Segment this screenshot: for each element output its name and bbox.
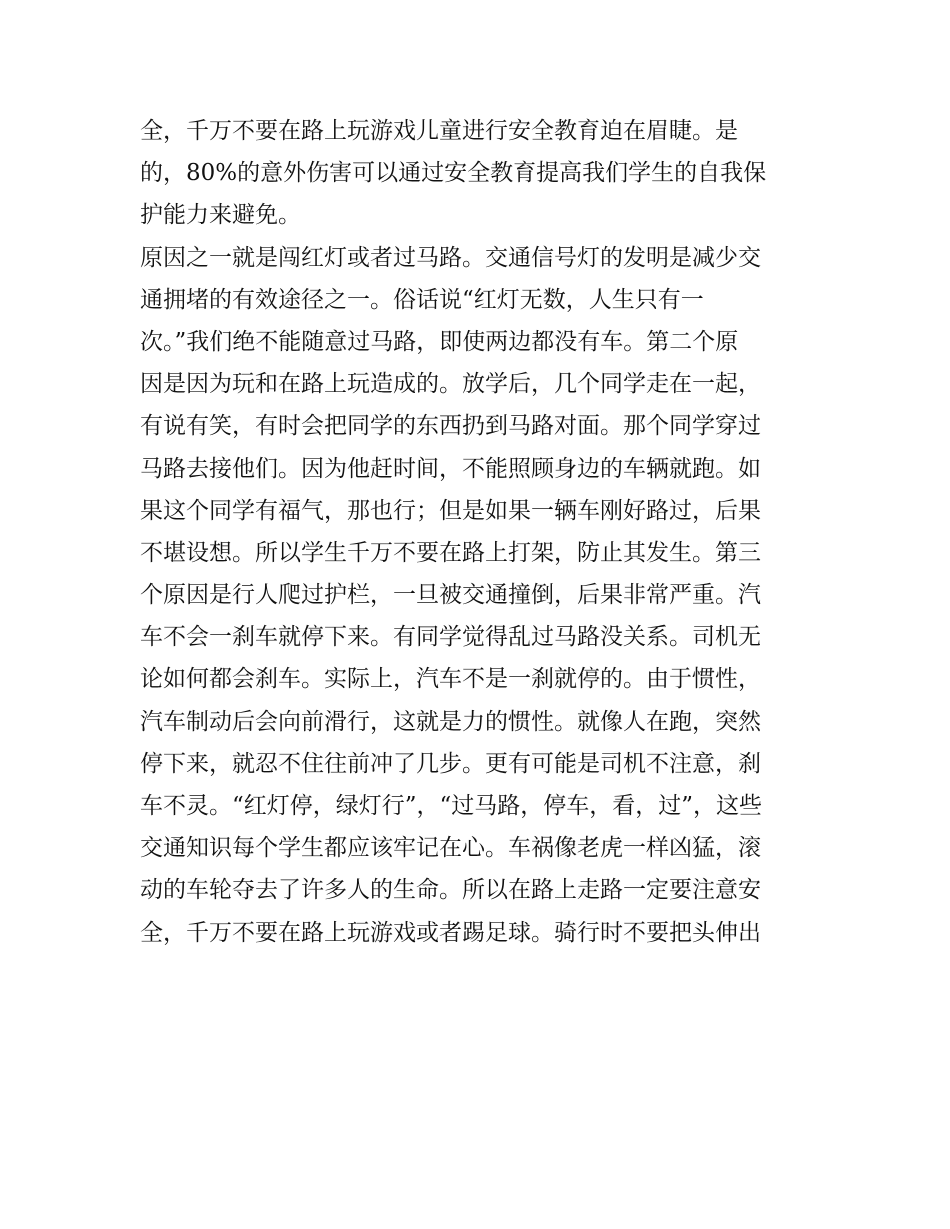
text-line: 有说有笑，有时会把同学的东西扔到马路对面。那个同学穿过 xyxy=(140,413,761,440)
text-line: 论如何都会刹车。实际上，汽车不是一刹就停的。由于惯性， xyxy=(140,666,761,693)
document-body xyxy=(140,110,820,954)
text-line: 果这个同学有福气，那也行；但是如果一辆车刚好路过，后果 xyxy=(140,497,761,524)
text-line: 原因之一就是闯红灯或者过马路。交通信号灯的发明是减少交 xyxy=(140,244,761,271)
text-line: 全，千万不要在路上玩游戏或者踢足球。骑行时不要把头伸出 xyxy=(140,919,761,946)
text-line: 因是因为玩和在路上玩造成的。放学后，几个同学走在一起， xyxy=(140,371,761,398)
text-line: 全，千万不要在路上玩游戏儿童进行安全教育迫在眉睫。是 xyxy=(140,118,738,144)
text-line: 停下来，就忍不住往前冲了几步。更有可能是司机不注意，刹 xyxy=(140,750,761,777)
text-line: 车不灵。“红灯停，绿灯行”，“过马路，停车，看，过”，这些 xyxy=(140,793,763,819)
text-line: 个原因是行人爬过护栏，一旦被交通撞倒，后果非常严重。汽 xyxy=(140,582,761,609)
text-line: 动的车轮夺去了许多人的生命。所以在路上走路一定要注意安 xyxy=(140,877,761,904)
text-line: 护能力来避免。 xyxy=(140,202,301,229)
text-line: 汽车制动后会向前滑行，这就是力的惯性。就像人在跑，突然 xyxy=(140,708,761,735)
text-line: 的，80%的意外伤害可以通过安全教育提高我们学生的自我保 xyxy=(140,160,767,187)
text-line: 通拥堵的有效途径之一。俗话说“红灯无数，人生只有一 xyxy=(140,286,704,313)
text-line: 马路去接他们。因为他赶时间，不能照顾身边的车辆就跑。如 xyxy=(140,455,761,482)
text-line: 不堪设想。所以学生千万不要在路上打架，防止其发生。第三 xyxy=(140,539,761,566)
text-line: 交通知识每个学生都应该牢记在心。车祸像老虎一样凶猛，滚 xyxy=(140,835,761,862)
text-line: 次。”我们绝不能随意过马路，即使两边都没有车。第二个原 xyxy=(140,328,739,355)
text-line: 车不会一刹车就停下来。有同学觉得乱过马路没关系。司机无 xyxy=(140,624,761,651)
